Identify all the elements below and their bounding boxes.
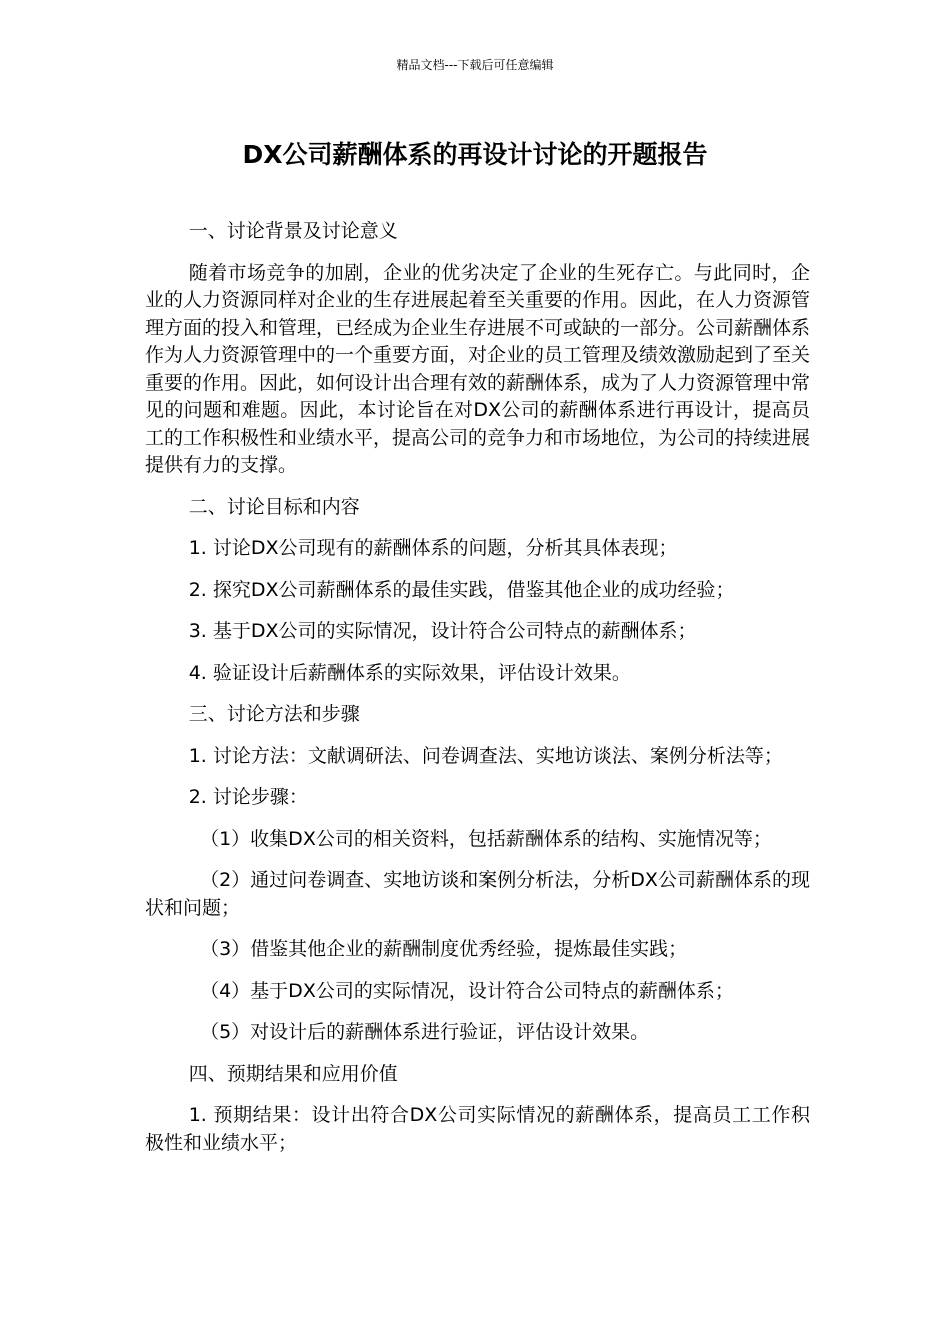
list-item-objective-1: 1. 讨论DX公司现有的薪酬体系的问题，分析其具体表现； bbox=[188, 537, 678, 559]
list-item-objective-2: 2. 探究DX公司薪酬体系的最佳实践，借鉴其他企业的成功经验； bbox=[188, 578, 735, 601]
sub-item-step-2: （2）通过问卷调查、实地访谈和案例分析法，分析DX公司薪酬体系的现状和问题； bbox=[145, 869, 810, 919]
sub-item-step-3: （3）借鉴其他企业的薪酬制度优秀经验，提炼最佳实践； bbox=[200, 938, 688, 960]
sub-item-step-1: （1）收集DX公司的相关资料，包括薪酬体系的结构、实施情况等； bbox=[200, 827, 772, 850]
list-item-steps: 2. 讨论步骤： bbox=[188, 786, 308, 808]
sub-item-step-4: （4）基于DX公司的实际情况，设计符合公司特点的薪酬体系； bbox=[200, 979, 734, 1002]
list-item-expected-result: 1. 预期结果：设计出符合DX公司实际情况的薪酬体系，提高员工工作积极性和业绩水平； bbox=[145, 1104, 810, 1154]
sub-item-step-5: （5）对设计后的薪酬体系进行验证，评估设计效果。 bbox=[200, 1021, 650, 1043]
list-item-method: 1. 讨论方法：文献调研法、问卷调查法、实地访谈法、案例分析法等； bbox=[188, 744, 783, 767]
section-heading-results: 四、预期结果和应用价值 bbox=[188, 1062, 398, 1085]
document-title: DX公司薪酬体系的再设计讨论的开题报告 bbox=[242, 140, 708, 169]
section-heading-methods: 三、讨论方法和步骤 bbox=[188, 703, 360, 725]
list-item-objective-4: 4. 验证设计后薪酬体系的实际效果，评估设计效果。 bbox=[188, 661, 631, 684]
paragraph-background: 随着市场竞争的加剧，企业的优劣决定了企业的生死存亡。与此同时，企业的人力资源同样对企业的生存进展起着至关重要的作用。因此，在人力资源管理方面的投入和管理，已经成为企业生存进展不可或缺的一部分。公司薪酬体系作为人力资源管理中的一个重要方面，对企业的员工管理及绩效激励起到了至关重要的作用。因此，如何设计出合理有效的薪酬体系，成为了人力资源管理中常见的问题和难题。因此，本讨论旨在对DX公司的薪酬体系进行再设计，提高员工的工作积极性和业绩水平，提高公司的竞争力和市场地位，为公司的持续进展提供有力的支撑。 bbox=[145, 261, 811, 476]
section-heading-background: 一、讨论背景及讨论意义 bbox=[188, 220, 398, 242]
list-item-objective-3: 3. 基于DX公司的实际情况，设计符合公司特点的薪酬体系； bbox=[188, 620, 697, 642]
page-header-note: 精品文档---下载后可任意编辑 bbox=[396, 58, 554, 72]
section-heading-objectives: 二、讨论目标和内容 bbox=[188, 495, 360, 518]
document-body bbox=[145, 218, 810, 1171]
